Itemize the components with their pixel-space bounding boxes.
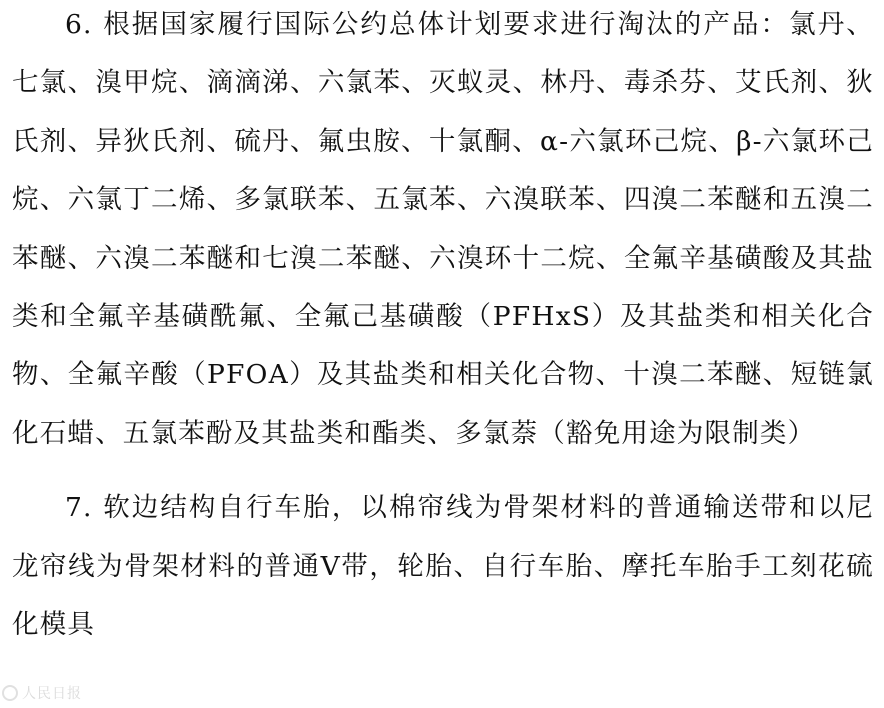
watermark-text: 人民日报 — [22, 686, 82, 702]
paragraph-item-6: 6. 根据国家履行国际公约总体计划要求进行淘汰的产品：氯丹、七氯、溴甲烷、滴滴涕、六氯苯、灭蚁灵、林丹、毒杀芬、艾氏剂、狄氏剂、异狄氏剂、硫丹、氟虫胺、十氯酮、α-六氯环己烷、β-六氯环己烷、六氯丁二烯、多氯联苯、五氯苯、六溴联苯、四溴二苯醚和五溴二苯醚、六溴二苯醚和七溴二苯醚、六溴环十二烷、全氟辛基磺酸及其盐类和全氟辛基磺酰氟、全氟己基磺酸（PFHxS）及其盐类和相关化合物、全氟辛酸（PFOA）及其盐类和相关化合物、十溴二苯醚、短链氯化石蜡、五氯苯酚及其盐类和酯类、多氯萘（豁免用途为限制类） — [12, 9, 874, 449]
watermark — [2, 682, 82, 704]
watermark-logo-icon — [2, 685, 18, 701]
paragraph-item-7: 7. 软边结构自行车胎，以棉帘线为骨架材料的普通输送带和以尼龙帘线为骨架材料的普通V带，轮胎、自行车胎、摩托车胎手工刻花硫化模具 — [12, 492, 874, 641]
document-body — [12, 0, 874, 654]
